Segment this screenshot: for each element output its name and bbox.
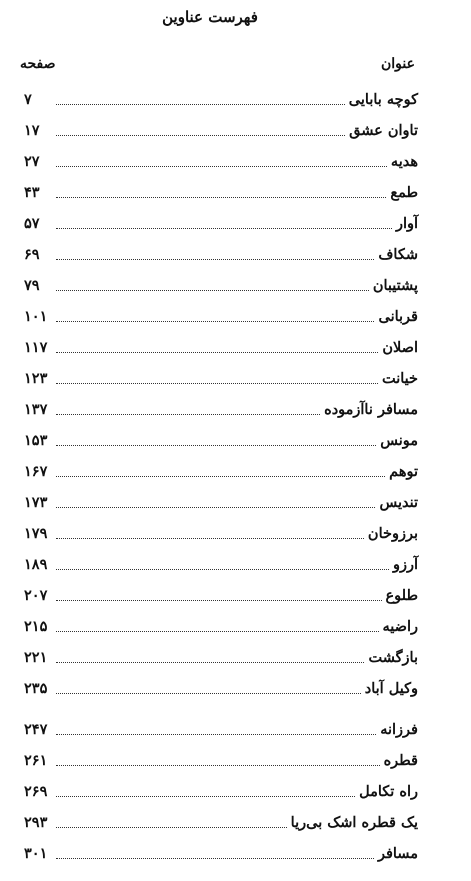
entry-page-number: ۱۳۷ [24, 401, 48, 418]
entry-page-number: ۱۱۷ [24, 339, 48, 356]
entry-page-number: ۲۷ [24, 153, 40, 170]
dot-leader [56, 765, 380, 766]
entry-title: پشتیبان [372, 277, 418, 294]
entry-page-number: ۲۲۱ [24, 649, 48, 666]
entry-page-number: ۲۱۵ [24, 618, 48, 635]
dot-leader [56, 538, 364, 539]
entry-page-number: ۶۹ [24, 246, 40, 263]
entry-page-number: ۲۶۱ [24, 752, 48, 769]
entry-page-number: ۲۶۹ [24, 783, 48, 800]
toc-entry [24, 369, 418, 389]
toc-entry [24, 524, 418, 544]
toc-entry [24, 586, 418, 606]
dot-leader [56, 321, 374, 322]
entry-page-number: ۱۷ [24, 122, 40, 139]
toc-entry [24, 338, 418, 358]
toc-entry [24, 214, 418, 234]
dot-leader [56, 631, 379, 632]
entry-title: راضیه [382, 618, 418, 635]
entry-title: شکاف [378, 246, 418, 263]
dot-leader [56, 827, 287, 828]
entry-title: مونس [380, 432, 418, 449]
toc-entry [24, 813, 418, 833]
dot-leader [56, 476, 385, 477]
dot-leader [56, 166, 387, 167]
dot-leader [56, 135, 345, 136]
toc-entry [24, 152, 418, 172]
entry-page-number: ۷ [24, 91, 32, 108]
toc-entry [24, 183, 418, 203]
entry-title: طمع [390, 184, 418, 201]
dot-leader [56, 796, 355, 797]
toc-entry [24, 276, 418, 296]
toc-entry [24, 493, 418, 513]
entry-title: یک قطره اشک بی‌ریا [290, 814, 418, 831]
entry-title: کوچه بابایی [348, 91, 418, 108]
entry-page-number: ۴۳ [24, 184, 40, 201]
entry-title: مسافر [377, 845, 418, 862]
dot-leader [56, 600, 382, 601]
entry-title: آوار [395, 215, 418, 232]
entry-title: تاوان عشق [349, 122, 418, 139]
entry-title: توهم [389, 463, 418, 480]
entry-title: تندیس [379, 494, 418, 511]
dot-leader [56, 507, 375, 508]
toc-entry [24, 617, 418, 637]
entry-page-number: ۱۲۳ [24, 370, 48, 387]
dot-leader [56, 383, 378, 384]
entry-title: برزوخان [367, 525, 418, 542]
entry-page-number: ۲۰۷ [24, 587, 48, 604]
entry-title: بازگشت [368, 649, 418, 666]
dot-leader [56, 228, 392, 229]
toc-entry [24, 431, 418, 451]
title-column-header: عنوان [381, 56, 415, 72]
toc-entry [24, 751, 418, 771]
entry-page-number: ۱۰۱ [24, 308, 48, 325]
entry-page-number: ۱۸۹ [24, 556, 48, 573]
entry-title: فرزانه [380, 721, 418, 738]
entry-page-number: ۷۹ [24, 277, 40, 294]
entry-title: طلوع [385, 587, 418, 604]
dot-leader [56, 662, 364, 663]
dot-leader [56, 352, 378, 353]
dot-leader [56, 445, 376, 446]
entry-title: خیانت [381, 370, 418, 387]
entry-page-number: ۱۶۷ [24, 463, 48, 480]
toc-entry [24, 555, 418, 575]
page-column-header: صفحه [20, 56, 56, 72]
entry-page-number: ۵۷ [24, 215, 40, 232]
toc-entry [24, 679, 418, 699]
entry-title: قطره [383, 752, 418, 769]
dot-leader [56, 693, 361, 694]
entry-page-number: ۱۵۳ [24, 432, 48, 449]
entry-title: مسافر ناآزموده [324, 401, 418, 418]
dot-leader [56, 734, 376, 735]
toc-entry [24, 307, 418, 327]
toc-entry [24, 121, 418, 141]
dot-leader [56, 197, 386, 198]
dot-leader [56, 290, 369, 291]
toc-entry [24, 400, 418, 420]
entry-title: وکیل آباد [364, 680, 418, 697]
dot-leader [56, 569, 389, 570]
entry-title: هدیه [390, 153, 418, 170]
toc-entry [24, 648, 418, 668]
entry-page-number: ۳۰۱ [24, 845, 48, 862]
toc-entry [24, 462, 418, 482]
dot-leader [56, 858, 374, 859]
entry-title: اصلان [382, 339, 418, 356]
dot-leader [56, 414, 320, 415]
toc-entry [24, 90, 418, 110]
entry-page-number: ۲۹۳ [24, 814, 48, 831]
toc-entry [24, 245, 418, 265]
entry-title: راه تکامل [359, 783, 418, 800]
toc-entry [24, 720, 418, 740]
entry-title: آرزو [392, 556, 418, 573]
dot-leader [56, 104, 345, 105]
entry-page-number: ۲۳۵ [24, 680, 48, 697]
page-title: فهرست عناوین [162, 8, 258, 26]
toc-entry [24, 782, 418, 802]
toc-entry [24, 844, 418, 864]
dot-leader [56, 259, 374, 260]
entry-title: قربانی [378, 308, 418, 325]
entry-page-number: ۱۷۹ [24, 525, 48, 542]
entry-page-number: ۲۴۷ [24, 721, 48, 738]
entry-page-number: ۱۷۳ [24, 494, 48, 511]
